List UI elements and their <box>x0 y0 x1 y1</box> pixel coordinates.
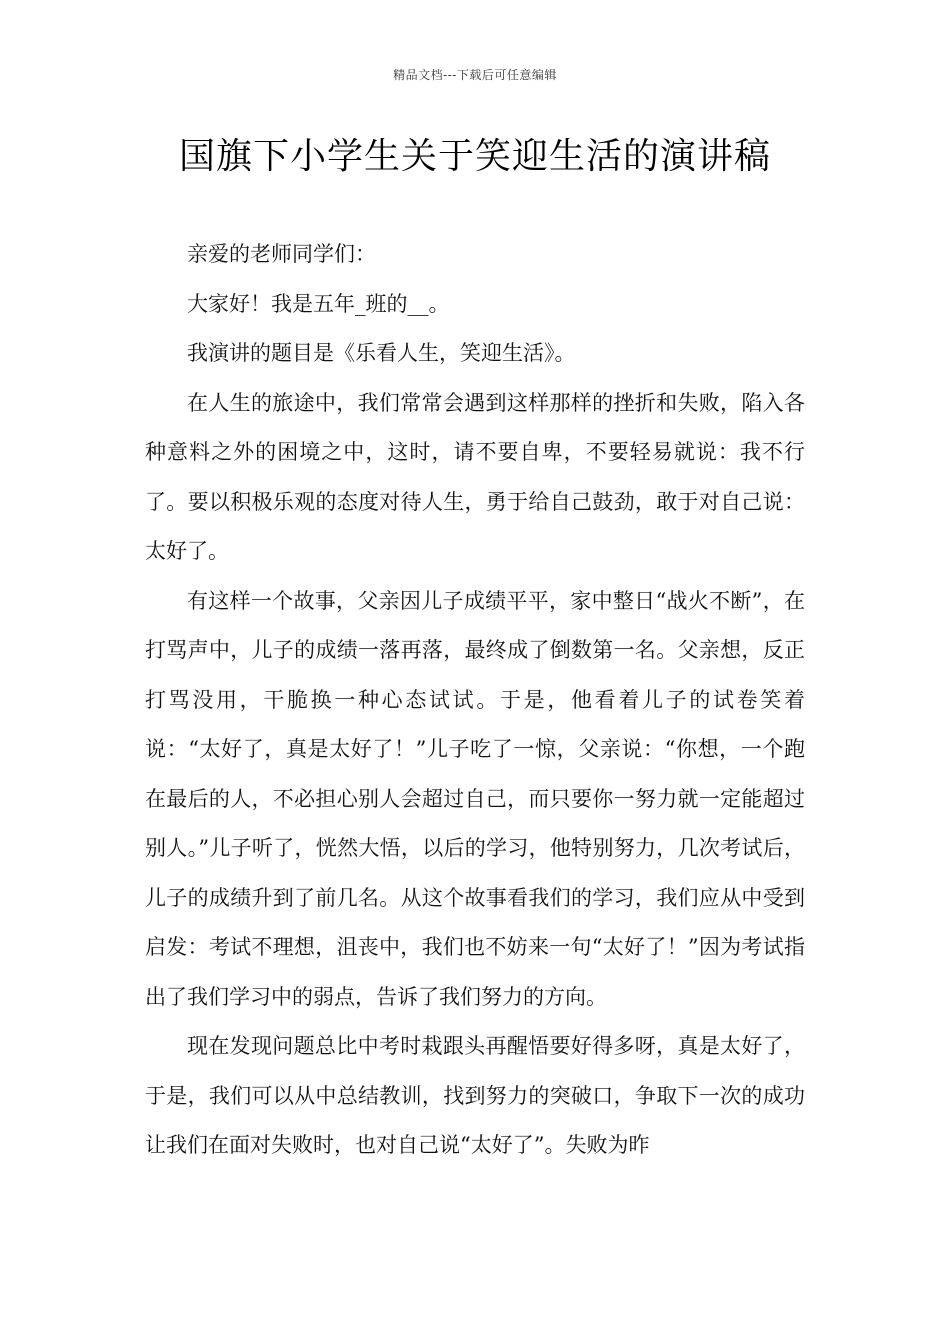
document-body <box>145 230 805 1171</box>
paragraph-topic: 我演讲的题目是《乐看人生，笑迎生活》。 <box>187 341 576 365</box>
paragraph-intro: 大家好！我是五年_班的__。 <box>187 291 450 316</box>
paragraph-greeting: 亲爱的老师同学们： <box>187 242 376 266</box>
document-title: 国旗下小学生关于笑迎生活的演讲稿 <box>178 136 771 177</box>
paragraph-body: 现在发现问题总比中考时栽跟头再醒悟要好得多呀，真是太好了，于是，我们可以从中总结教训，找到努力的突破口，争取下一次的成功让我们在面对失败时，也对自己说“太好了”。失败为昨 <box>145 1034 805 1157</box>
paragraph-body: 有这样一个故事，父亲因儿子成绩平平，家中整日“战火不断”，在打骂声中，儿子的成绩一落再落，最终成了倒数第一名。父亲想，反正打骂没用，干脆换一种心态试试。于是，他看着儿子的试卷笑着说：“太好了，真是太好了！”儿子吃了一惊，父亲说：“你想，一个跑在最后的人，不必担心别人会超过自己，而只要你一努力就一定能超过别人。”儿子听了，恍然大悟，以后的学习，他特别努力，几次考试后，儿子的成绩升到了前几名。从这个故事看我们的学习，我们应从中受到启发：考试不理想，沮丧中，我们也不妨来一句“太好了！”因为考试指出了我们学习中的弱点，告诉了我们努力的方向。 <box>145 588 805 1009</box>
paragraph-body: 在人生的旅途中，我们常常会遇到这样那样的挫折和失败，陷入各种意料之外的困境之中，这时，请不要自卑，不要轻易就说：我不行了。要以积极乐观的态度对待人生，勇于给自己鼓劲，敢于对自己说：太好了。 <box>145 390 805 563</box>
header-note: 精品文档---下载后可任意编辑 <box>393 68 557 82</box>
